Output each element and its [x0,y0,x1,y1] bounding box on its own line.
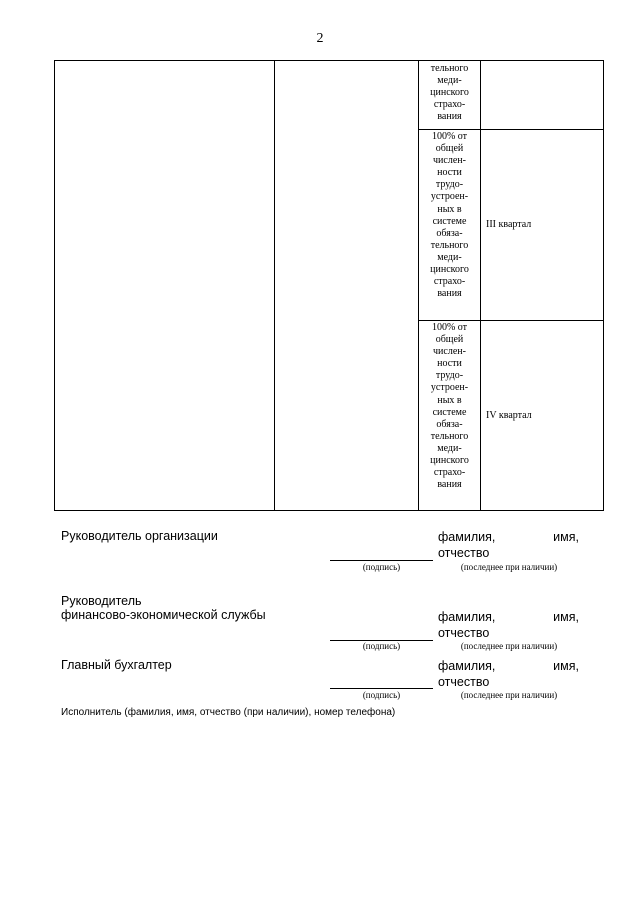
signature-caption: (подпись) [362,562,401,572]
table-row-divider [419,129,603,130]
table-cell-measure: 100% от общей числен- ности трудо- устроен- ных в системе обяза- тельного меди- цинского страхо- вания [430,322,469,491]
signature-line[interactable] [330,688,433,689]
name-caption: (последнее при наличии) [460,641,558,651]
executor-line: Исполнитель (фамилия, имя, отчество (при наличии), номер телефона) [61,707,396,718]
table-cell-period: IV квартал [486,410,532,421]
fio-label: фамилия, имя, отчество [438,659,579,689]
table-column-divider [274,61,275,510]
table-cell-measure: тельного меди- цинского страхо- вания [430,63,469,123]
head-title: Руководитель организации [61,529,218,543]
table-cell-period: III квартал [486,219,532,230]
chief-accountant-title: Главный бухгалтер [61,658,172,672]
signature-caption: (подпись) [362,641,401,651]
signature-caption: (подпись) [362,690,401,700]
finance-head-title: Руководитель финансово-экономической службы [61,594,266,622]
name-caption: (последнее при наличии) [460,690,558,700]
page-number: 2 [316,31,324,46]
indicator-table [54,60,604,511]
table-cell-measure: 100% от общей числен- ности трудо- устроен- ных в системе обяза- тельного меди- цинского страхо- вания [430,131,469,300]
fio-label: фамилия, имя, отчество [438,530,579,560]
fio-label: фамилия, имя, отчество [438,610,579,640]
table-row-divider [419,320,603,321]
name-caption: (последнее при наличии) [460,562,558,572]
signature-line[interactable] [330,560,433,561]
